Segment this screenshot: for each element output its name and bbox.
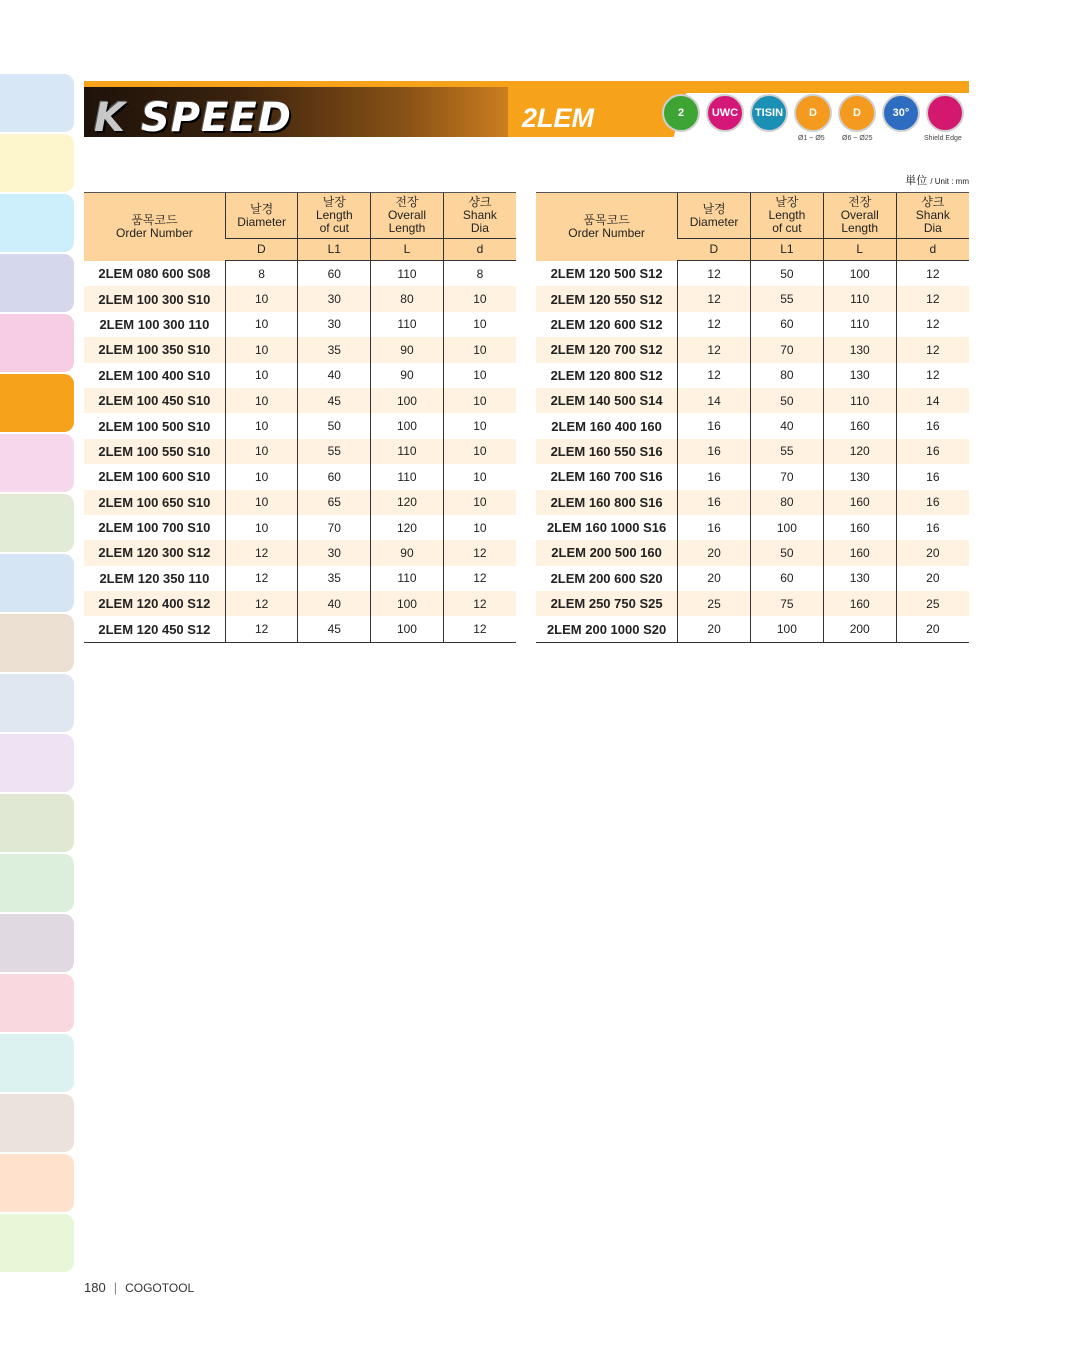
shank-dia-cell: 20 [896, 616, 969, 642]
shank-dia-cell: 12 [896, 286, 969, 311]
overall-length-cell: 130 [823, 566, 896, 591]
order-number-cell: 2LEM 200 600 S20 [550, 570, 663, 586]
loc-en2: of cut [319, 221, 349, 235]
overall-length-cell: 110 [823, 388, 896, 413]
table-row [536, 337, 969, 362]
order-number-cell: 2LEM 160 1000 S16 [546, 520, 667, 536]
side-tab-17[interactable] [0, 1034, 74, 1092]
shank-dia-cell: 10 [443, 312, 516, 337]
side-tab-13[interactable] [0, 794, 74, 852]
order-number-cell: 2LEM 100 350 S10 [84, 337, 225, 362]
order-number-cell: 2LEM 160 700 S16 [550, 469, 663, 485]
diameter-cell: 8 [225, 261, 298, 287]
shank-dia-cell: 16 [896, 490, 969, 515]
diameter-cell: 12 [678, 337, 751, 362]
order-number-cell: 2LEM 160 400 160 [551, 418, 662, 434]
table-row [84, 591, 516, 616]
diameter-cell: 20 [678, 616, 751, 642]
loc-ko: 날장 [775, 195, 799, 209]
helix-angle-icon-label: 30° [892, 107, 910, 119]
length-of-cut-cell: 65 [298, 490, 371, 515]
overall-length-cell: 160 [823, 515, 896, 540]
diameter-cell: 20 [678, 566, 751, 591]
shank-dia-cell: 16 [896, 464, 969, 489]
overall-length-cell: 120 [823, 439, 896, 464]
table-row [84, 261, 516, 287]
order-number-cell: 2LEM 160 550 S16 [536, 439, 678, 464]
shank-dia-cell: 10 [443, 490, 516, 515]
shank-ko: 샹크 [468, 195, 492, 209]
badge-caption: Ø6 ~ Ø25 [842, 135, 873, 142]
series-title: 2LEM [521, 103, 594, 133]
feature-badges [662, 94, 972, 150]
diameter-cell: 12 [225, 591, 298, 616]
table-row [84, 363, 516, 388]
page-footer [84, 1280, 194, 1295]
footer-separator: | [113, 1280, 118, 1295]
overall-length-cell: 130 [823, 464, 896, 489]
side-tab-20[interactable] [0, 1214, 74, 1272]
side-tab-14[interactable] [0, 854, 74, 912]
header-shank-dia [896, 193, 969, 239]
order-number-cell: 2LEM 100 550 S10 [84, 439, 225, 464]
overall-length-cell: 100 [371, 616, 444, 642]
overall-length-cell: 100 [371, 413, 444, 438]
oal-ko: 전장 [848, 195, 872, 209]
length-of-cut-cell: 50 [750, 261, 823, 287]
header-overall-length [371, 193, 444, 239]
table-row [536, 286, 969, 311]
order-number-cell: 2LEM 120 700 S12 [536, 337, 678, 362]
diameter-cell: 12 [678, 286, 751, 311]
product-table-right [536, 192, 969, 643]
order-number-cell: 2LEM 120 350 110 [99, 570, 210, 586]
table-row [84, 286, 516, 311]
side-tab-2[interactable] [0, 134, 74, 192]
order-number-cell: 2LEM 140 500 S14 [536, 388, 678, 413]
header-diameter [678, 193, 751, 239]
shank-dia-cell: 10 [443, 413, 516, 438]
order-number-cell: 2LEM 100 500 S10 [98, 418, 211, 434]
shank-en1: Shank [462, 208, 497, 222]
length-of-cut-cell: 45 [298, 388, 371, 413]
header-diameter [225, 193, 298, 239]
uwc-icon-label: UWC [711, 107, 739, 119]
side-tab-16[interactable] [0, 974, 74, 1032]
table-row [84, 515, 516, 540]
length-of-cut-cell: 80 [750, 490, 823, 515]
order-number-cell: 2LEM 120 400 S12 [84, 591, 225, 616]
oal-ko: 전장 [395, 195, 419, 209]
shank-dia-cell: 14 [896, 388, 969, 413]
diameter-cell: 16 [678, 464, 751, 489]
length-of-cut-cell: 50 [750, 540, 823, 565]
shank-dia-cell: 16 [896, 515, 969, 540]
shank-dia-cell: 10 [443, 337, 516, 362]
length-of-cut-cell: 55 [750, 439, 823, 464]
shank-dia-cell: 8 [443, 261, 516, 287]
length-of-cut-cell: 70 [750, 464, 823, 489]
overall-length-cell: 130 [823, 337, 896, 362]
badge-caption: Shield Edge [924, 135, 962, 142]
unit-sub: / Unit : mm [930, 177, 969, 186]
brand-logo [94, 95, 292, 141]
table-row [536, 439, 969, 464]
length-of-cut-cell: 70 [750, 337, 823, 362]
order-number-cell: 2LEM 120 300 S12 [84, 540, 225, 565]
overall-length-cell: 80 [371, 286, 444, 311]
shank-dia-cell: 12 [896, 312, 969, 337]
table-row [84, 439, 516, 464]
overall-length-cell: 90 [371, 337, 444, 362]
symbol-D: D [225, 239, 298, 261]
tolerance-icon [794, 94, 832, 132]
length-of-cut-cell: 35 [298, 566, 371, 591]
side-tab-1[interactable] [0, 74, 74, 132]
tolerance-icon-label: D [853, 107, 861, 119]
length-of-cut-cell: 40 [750, 413, 823, 438]
shank-dia-cell: 10 [443, 464, 516, 489]
loc-en1: Length [315, 208, 353, 222]
dia-en: Diameter [237, 214, 286, 229]
side-tab-8[interactable] [0, 494, 74, 552]
side-tab-4[interactable] [0, 254, 74, 312]
header-order-number [536, 193, 678, 261]
shank-en1: Shank [915, 208, 950, 222]
shank-dia-cell: 12 [896, 363, 969, 388]
order-en: Order Number [116, 225, 193, 240]
product-table-left [84, 192, 516, 643]
shank-dia-cell: 12 [896, 337, 969, 362]
diameter-cell: 10 [225, 312, 298, 337]
side-tab-10[interactable] [0, 614, 74, 672]
diameter-cell: 12 [225, 540, 298, 565]
overall-length-cell: 110 [371, 439, 444, 464]
table-row [84, 616, 516, 642]
uwc-icon [706, 94, 744, 132]
oal-en2: Length [388, 221, 426, 235]
footer-brand: COGOTOOL [125, 1281, 195, 1295]
table-row [536, 261, 969, 287]
shank-dia-cell: 20 [896, 540, 969, 565]
order-en: Order Number [568, 225, 645, 240]
overall-length-cell: 120 [371, 515, 444, 540]
shank-dia-cell: 12 [443, 591, 516, 616]
order-number-cell: 2LEM 200 500 160 [536, 540, 678, 565]
banner-dark-panel [84, 87, 518, 141]
overall-length-cell: 100 [823, 261, 896, 287]
table-row [84, 566, 516, 591]
table-row [536, 388, 969, 413]
order-number-cell: 2LEM 100 300 S10 [84, 286, 225, 311]
badge-caption: Ø1 ~ Ø5 [798, 135, 825, 142]
length-of-cut-cell: 75 [750, 591, 823, 616]
side-tab-3[interactable] [0, 194, 74, 252]
side-tab-7[interactable] [0, 434, 74, 492]
side-tab-19[interactable] [0, 1154, 74, 1212]
order-number-cell: 2LEM 100 300 110 [99, 316, 210, 332]
length-of-cut-cell: 40 [298, 591, 371, 616]
oal-en1: Overall [840, 208, 879, 222]
diameter-cell: 12 [678, 261, 751, 287]
tolerance-icon-label: D [809, 107, 817, 119]
table-row [84, 312, 516, 337]
table-row [536, 591, 969, 616]
symbol-L1: L1 [750, 239, 823, 261]
diameter-cell: 12 [678, 312, 751, 337]
order-number-cell: 2LEM 080 600 S08 [98, 265, 211, 281]
order-number-cell: 2LEM 160 800 S16 [536, 490, 678, 515]
table-row [536, 413, 969, 438]
oal-en2: Length [841, 221, 879, 235]
side-tab-15[interactable] [0, 914, 74, 972]
diameter-cell: 10 [225, 337, 298, 362]
order-number-cell: 2LEM 100 650 S10 [84, 490, 225, 515]
table-row [536, 540, 969, 565]
order-number-cell: 2LEM 120 500 S12 [550, 265, 663, 281]
diameter-cell: 16 [678, 413, 751, 438]
overall-length-cell: 160 [823, 490, 896, 515]
symbol-L: L [823, 239, 896, 261]
shank-dia-cell: 10 [443, 439, 516, 464]
side-tab-18[interactable] [0, 1094, 74, 1152]
shank-en2: Dia [470, 221, 489, 235]
shank-dia-cell: 10 [443, 286, 516, 311]
length-of-cut-cell: 100 [750, 515, 823, 540]
length-of-cut-cell: 70 [298, 515, 371, 540]
shank-ko: 샹크 [921, 195, 945, 209]
shank-dia-cell: 16 [896, 413, 969, 438]
length-of-cut-cell: 50 [750, 388, 823, 413]
side-category-tabs [0, 74, 74, 1274]
diameter-cell: 12 [225, 616, 298, 642]
dia-ko: 날경 [250, 201, 274, 216]
side-tab-12[interactable] [0, 734, 74, 792]
table-row [536, 515, 969, 540]
table-row [536, 616, 969, 642]
header-shank-dia [443, 193, 516, 239]
symbol-d: d [443, 239, 516, 261]
diameter-cell: 12 [225, 566, 298, 591]
unit-label [880, 172, 969, 188]
order-number-cell: 2LEM 100 600 S10 [98, 469, 211, 485]
tolerance-icon [838, 94, 876, 132]
two-flute-icon-label: 2 [677, 107, 685, 119]
order-number-cell: 2LEM 120 450 S12 [84, 616, 225, 642]
shank-dia-cell: 10 [443, 515, 516, 540]
length-of-cut-cell: 60 [750, 312, 823, 337]
length-of-cut-cell: 40 [298, 363, 371, 388]
overall-length-cell: 130 [823, 363, 896, 388]
length-of-cut-cell: 55 [298, 439, 371, 464]
shank-dia-cell: 20 [896, 566, 969, 591]
order-number-cell: 2LEM 250 750 S25 [536, 591, 678, 616]
brand-speed: SPEED [140, 95, 292, 141]
order-number-cell: 2LEM 200 1000 S20 [536, 616, 678, 642]
shank-dia-cell: 12 [896, 261, 969, 287]
tisin-coating-icon-label: TISIN [754, 107, 784, 119]
order-number-cell: 2LEM 120 800 S12 [550, 367, 663, 383]
overall-length-cell: 90 [371, 540, 444, 565]
table-row [536, 363, 969, 388]
length-of-cut-cell: 30 [298, 286, 371, 311]
length-of-cut-cell: 60 [298, 464, 371, 489]
overall-length-cell: 120 [371, 490, 444, 515]
shank-dia-cell: 12 [443, 616, 516, 642]
diameter-cell: 14 [678, 388, 751, 413]
overall-length-cell: 100 [371, 591, 444, 616]
shank-dia-cell: 12 [443, 566, 516, 591]
length-of-cut-cell: 30 [298, 540, 371, 565]
diameter-cell: 25 [678, 591, 751, 616]
side-tab-5[interactable] [0, 314, 74, 372]
table-row [84, 540, 516, 565]
diameter-cell: 10 [225, 413, 298, 438]
table-row [84, 337, 516, 362]
dia-en: Diameter [689, 214, 739, 229]
overall-length-cell: 110 [371, 261, 444, 287]
side-tab-6[interactable] [0, 374, 74, 432]
shank-dia-cell: 10 [443, 363, 516, 388]
diameter-cell: 10 [225, 439, 298, 464]
overall-length-cell: 110 [371, 464, 444, 489]
overall-length-cell: 200 [823, 616, 896, 642]
shank-dia-cell: 25 [896, 591, 969, 616]
loc-en2: of cut [772, 221, 802, 235]
side-tab-9[interactable] [0, 554, 74, 612]
diameter-cell: 10 [225, 515, 298, 540]
table-row [84, 388, 516, 413]
header-length-of-cut [750, 193, 823, 239]
table-row [84, 413, 516, 438]
shank-dia-cell: 10 [443, 388, 516, 413]
symbol-d: d [896, 239, 969, 261]
length-of-cut-cell: 30 [298, 312, 371, 337]
loc-ko: 날장 [322, 195, 346, 209]
header-overall-length [823, 193, 896, 239]
length-of-cut-cell: 60 [750, 566, 823, 591]
tisin-coating-icon [750, 94, 788, 132]
shank-dia-cell: 12 [443, 540, 516, 565]
diameter-cell: 16 [678, 515, 751, 540]
length-of-cut-cell: 45 [298, 616, 371, 642]
order-number-cell: 2LEM 120 600 S12 [550, 316, 663, 332]
brand-k: K [94, 95, 126, 141]
symbol-L1: L1 [298, 239, 371, 261]
overall-length-cell: 160 [823, 413, 896, 438]
table-row [536, 490, 969, 515]
dia-ko: 날경 [702, 201, 726, 216]
table-row [536, 464, 969, 489]
overall-length-cell: 160 [823, 540, 896, 565]
diameter-cell: 10 [225, 388, 298, 413]
diameter-cell: 16 [678, 490, 751, 515]
helix-angle-icon [882, 94, 920, 132]
order-number-cell: 2LEM 100 400 S10 [98, 367, 211, 383]
overall-length-cell: 110 [371, 566, 444, 591]
diameter-cell: 12 [678, 363, 751, 388]
overall-length-cell: 100 [371, 388, 444, 413]
header-order-number [84, 193, 225, 261]
diameter-cell: 10 [225, 286, 298, 311]
table-row [536, 312, 969, 337]
diameter-cell: 10 [225, 464, 298, 489]
length-of-cut-cell: 35 [298, 337, 371, 362]
diameter-cell: 10 [225, 490, 298, 515]
loc-en1: Length [768, 208, 806, 222]
order-ko: 품목코드 [583, 212, 630, 227]
length-of-cut-cell: 60 [298, 261, 371, 287]
two-flute-icon [662, 94, 700, 132]
side-tab-11[interactable] [0, 674, 74, 732]
overall-length-cell: 160 [823, 591, 896, 616]
page-number: 180 [84, 1280, 106, 1295]
symbol-L: L [371, 239, 444, 261]
table-row [536, 566, 969, 591]
overall-length-cell: 110 [371, 312, 444, 337]
length-of-cut-cell: 50 [298, 413, 371, 438]
diameter-cell: 16 [678, 439, 751, 464]
shield-edge-icon [926, 94, 964, 132]
table-row [84, 490, 516, 515]
header-length-of-cut [298, 193, 371, 239]
order-number-cell: 2LEM 100 700 S10 [98, 520, 211, 536]
unit-main: 単位 [905, 175, 928, 187]
order-number-cell: 2LEM 120 550 S12 [536, 286, 678, 311]
overall-length-cell: 90 [371, 363, 444, 388]
order-number-cell: 2LEM 100 450 S10 [84, 388, 225, 413]
diameter-cell: 20 [678, 540, 751, 565]
length-of-cut-cell: 80 [750, 363, 823, 388]
oal-en1: Overall [387, 208, 426, 222]
overall-length-cell: 110 [823, 286, 896, 311]
symbol-D: D [678, 239, 751, 261]
shank-dia-cell: 16 [896, 439, 969, 464]
overall-length-cell: 110 [823, 312, 896, 337]
diameter-cell: 10 [225, 363, 298, 388]
length-of-cut-cell: 100 [750, 616, 823, 642]
table-row [84, 464, 516, 489]
shank-en2: Dia [923, 221, 942, 235]
order-ko: 품목코드 [131, 212, 178, 227]
length-of-cut-cell: 55 [750, 286, 823, 311]
